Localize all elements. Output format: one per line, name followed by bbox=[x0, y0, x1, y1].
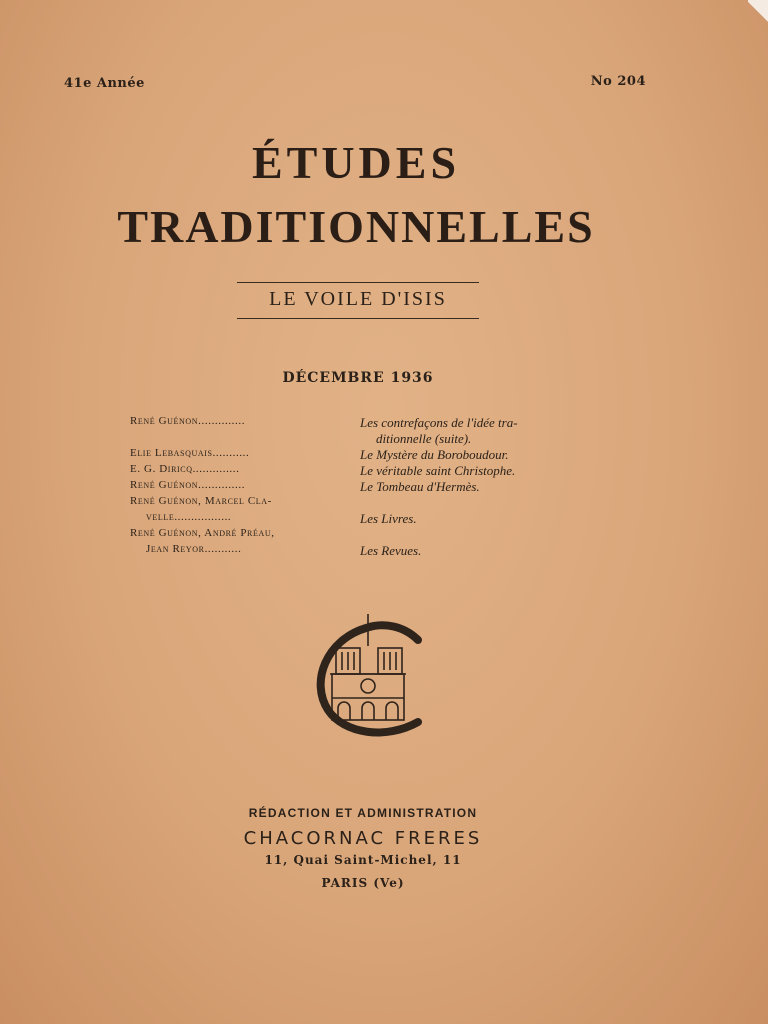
issue-date: DÉCEMBRE 1936 bbox=[282, 370, 434, 386]
toc-row bbox=[130, 447, 600, 463]
toc-row bbox=[130, 543, 600, 559]
title-line-1: ÉTUDES bbox=[251, 137, 461, 188]
toc-title: Le véritable saint Christophe. bbox=[360, 463, 516, 478]
subtitle: LE VOILE D'ISIS bbox=[269, 288, 447, 310]
toc-author: Elie Lebasquais........... bbox=[130, 447, 250, 459]
toc-author: René Guénon, André Préau, bbox=[130, 527, 275, 539]
toc-row bbox=[130, 479, 600, 495]
toc-author: velle................. bbox=[146, 511, 232, 523]
publisher-logo-icon bbox=[300, 612, 424, 740]
toc-author: René Guénon.............. bbox=[130, 479, 246, 491]
toc-row bbox=[130, 431, 600, 447]
toc-title: Le Mystère du Boroboudour. bbox=[360, 447, 509, 462]
toc-row bbox=[130, 415, 600, 431]
toc-author: René Guénon.............. bbox=[130, 415, 246, 427]
toc-title: Les contrefaçons de l'idée tra- bbox=[360, 415, 518, 430]
footer-address: 11, Quai Saint-Michel, 11 bbox=[264, 853, 462, 867]
footer-city: PARIS (Ve) bbox=[321, 876, 405, 890]
toc-author: René Guénon, Marcel Cla- bbox=[130, 495, 272, 507]
page-corner-fold bbox=[748, 0, 768, 28]
toc-row bbox=[130, 463, 600, 479]
footer-publisher: CHACORNAC FRERES bbox=[243, 828, 483, 849]
toc-author: Jean Reyor........... bbox=[146, 543, 242, 555]
footer-redaction: RÉDACTION ET ADMINISTRATION bbox=[248, 806, 478, 820]
issue-number: No 204 bbox=[590, 74, 646, 89]
toc-title: Le Tombeau d'Hermès. bbox=[360, 479, 480, 494]
title-line-2: TRADITIONNELLES bbox=[117, 201, 595, 252]
toc-title: Les Livres. bbox=[360, 511, 417, 526]
table-of-contents bbox=[130, 415, 600, 559]
toc-row bbox=[130, 511, 600, 527]
toc-row bbox=[130, 495, 600, 511]
toc-row bbox=[130, 527, 600, 543]
subtitle-bottom-rule bbox=[237, 318, 479, 319]
subtitle-top-rule bbox=[237, 282, 479, 283]
year-label: 41e Année bbox=[64, 76, 145, 91]
toc-author: E. G. Diricq.............. bbox=[130, 463, 240, 475]
toc-title: Les Revues. bbox=[360, 543, 422, 558]
toc-title: ditionnelle (suite). bbox=[376, 431, 472, 446]
